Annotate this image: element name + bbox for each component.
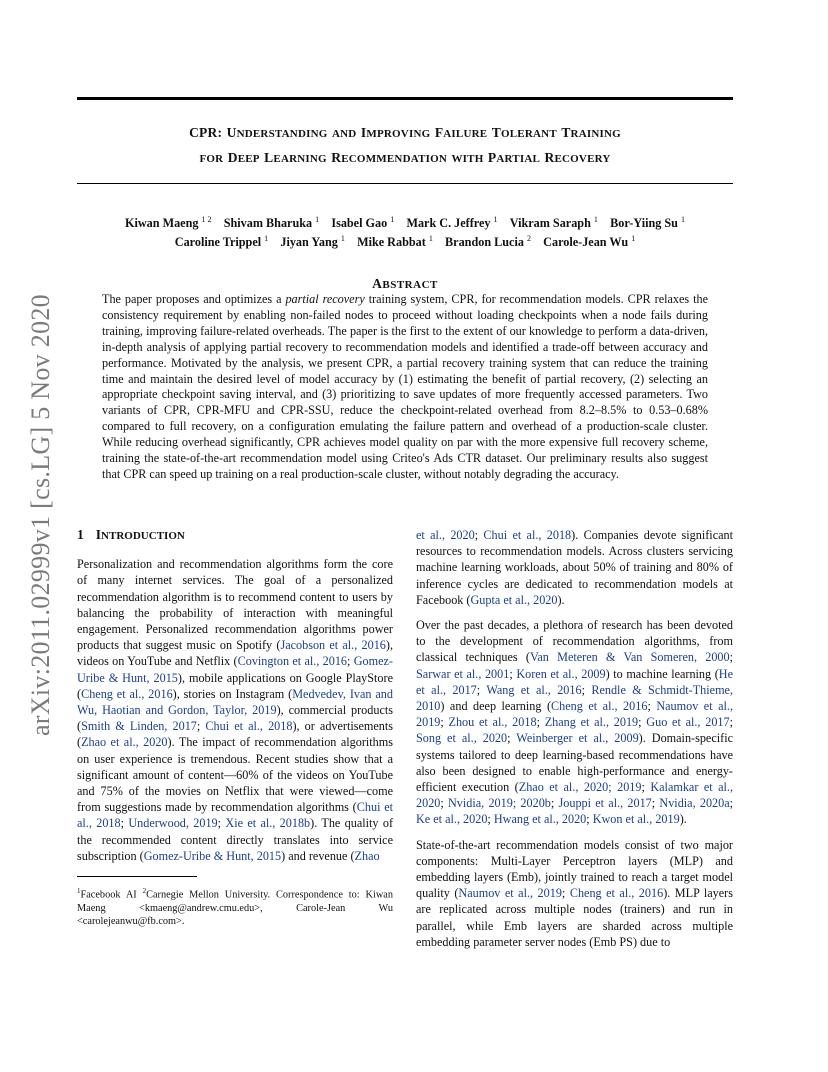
author-name: Isabel Gao xyxy=(331,216,388,231)
citation-link[interactable]: Chui et al., 2018 xyxy=(205,719,293,734)
citation-link[interactable]: Hwang et al., 2020 xyxy=(493,812,587,827)
citation-link[interactable]: Medvedev, Ivan and Wu, Haotian and Gordon, Taylor, 2019 xyxy=(77,686,393,718)
author-name: Bor-Yiing Su xyxy=(610,216,678,231)
author-name: Kiwan Maeng xyxy=(125,216,199,231)
citation-link[interactable]: Chui et al., 2018 xyxy=(483,528,572,542)
citation-link[interactable]: Naumov et al., 2019 xyxy=(458,886,562,901)
author-affiliation: 1 xyxy=(340,234,345,243)
author-affiliation: 1 xyxy=(631,234,636,243)
author-name: Caroline Trippel xyxy=(174,235,262,250)
author-name: Carole-Jean Wu xyxy=(543,235,629,250)
citation-link[interactable]: Zhao xyxy=(354,848,380,863)
citation-link[interactable]: Underwood, 2019 xyxy=(128,816,218,831)
paper-title-line-2: FOR DEEP LEARNING RECOMMENDATION WITH PARTIAL RECOVERY xyxy=(199,150,611,165)
author-affiliation: 1 xyxy=(681,215,685,224)
citation-link[interactable]: Nvidia, 2019; 2020b xyxy=(448,796,551,811)
left-column xyxy=(77,527,393,873)
author-affiliation: 1 xyxy=(264,234,269,243)
footnote-rule xyxy=(77,876,197,877)
citation-link[interactable]: Koren et al., 2009 xyxy=(516,666,606,681)
intro-paragraph-1: Personalization and recommendation algorithms form the core of many internet services. The goal of a personalized recommendation algorithm is to recommend content to users by balancing the probability of interaction with meaningful engagement. Personalized recommendation algorithms power products that suggest music on Spotify (Jacobson et al., 2016), videos on YouTube and Netflix (Covington et al., 2016; Gomez-Uribe & Hunt, 2015), mobile applications on Google PlayStore (Cheng et al., 2016), stories on Instagram (Medvedev, Ivan and Wu, Haotian and Gordon, Taylor, 2019), commercial products (Smith & Linden, 2017; Chui et al., 2018), or advertisements (Zhao et al., 2020). The impact of recommendation algorithms on user experience is tremendous. Recent studies show that a significant amount of content—60% of the videos on YouTube and 75% of the movies on Netflix that were viewed—come from suggestions made by recommendation algorithms (Chui et al., 2018; Underwood, 2019; Xie et al., 2018b). The quality of the recommended content directly translates into service subscription (Gomez-Uribe & Hunt, 2015) and revenue (Zhao xyxy=(77,557,394,863)
author-name: Mark C. Jeffrey xyxy=(406,216,491,231)
citation-link[interactable]: Gomez-Uribe & Hunt, 2015 xyxy=(77,654,393,685)
footnote-sup-1: 1 xyxy=(77,887,81,895)
author-line-2 xyxy=(77,229,733,252)
citation-link[interactable]: Rendle & Schmidt-Thieme, 2010 xyxy=(416,682,734,714)
citation-link[interactable]: Jouppi et al., 2017 xyxy=(558,796,652,811)
intro-paragraph-3: State-of-the-art recommendation models consist of two major components: Multi-Layer Perceptron layers (MLP) and embedding layers (Emb), jointly trained to reach a target model quality (Naumov et al., 2019; Cheng et al., 2016). MLP layers are replicated across multiple nodes (trainers) and run in parallel, while Emb layers are sharded across multiple embedding parameter server nodes (Emb PS) due to xyxy=(416,837,733,949)
citation-link[interactable]: Van Meteren & Van Someren, 2000 xyxy=(529,650,730,665)
footnote-affiliation-1: Facebook AI xyxy=(80,889,143,901)
top-rule xyxy=(77,97,733,100)
citation-link[interactable]: Cheng et al., 2016 xyxy=(569,886,664,901)
citation-link[interactable]: Song et al., 2020 xyxy=(416,731,508,746)
author-affiliation: 2 xyxy=(526,234,531,243)
citation-link[interactable]: Zhang et al., 2019 xyxy=(544,715,639,730)
author-affiliation: 1 xyxy=(493,215,498,224)
abstract-text-1: The paper proposes and optimizes a xyxy=(102,292,286,306)
section-title: INTRODUCTION xyxy=(95,527,185,542)
section-number: 1 xyxy=(77,527,84,542)
citation-link[interactable]: He et al., 2017 xyxy=(416,666,733,697)
author-name: Shivam Bharuka xyxy=(223,216,313,231)
footnote xyxy=(77,885,393,929)
author-affiliation: 1 xyxy=(315,215,320,224)
intro-paragraph-2: Over the past decades, a plethora of research has been devoted to the development of recommendation algorithms, from classical techniques (Van Meteren & Van Someren, 2000; Sarwar et al., 2001; Koren et al., 2009) to machine learning (He et al., 2017; Wang et al., 2016; Rendle & Schmidt-Thieme, 2010) and deep learning (Cheng et al., 2016; Naumov et al., 2019; Zhou et al., 2018; Zhang et al., 2019; Guo et al., 2017; Song et al., 2020; Weinberger et al., 2009). Domain-specific systems tailored to deep learning-based recommendations have also been designed to enable high-performance and energy-efficient execution (Zhao et al., 2020; 2019; Kalamkar et al., 2020; Nvidia, 2019; 2020b; Jouppi et al., 2017; Nvidia, 2020a; Ke et al., 2020; Hwang et al., 2020; Kwon et al., 2019). xyxy=(416,618,734,827)
citation-link[interactable]: Naumov et al., 2019 xyxy=(416,699,733,730)
author-affiliation: 1 xyxy=(428,234,433,243)
footnote-sup-2: 2 xyxy=(142,887,147,895)
footnote-affiliation-2: Carnegie Mellon University. Correspondence to: Kiwan Maeng <kmaeng@andrew.cmu.edu>, Carole-Jean Wu <carolejeanwu@fb.com>. xyxy=(77,889,393,928)
citation-link[interactable]: Guo et al., 2017 xyxy=(646,715,730,730)
citation-link[interactable]: Jacobson et al., 2016 xyxy=(280,638,386,653)
citation-link[interactable]: Kwon et al., 2019 xyxy=(592,812,680,827)
abstract-emphasis: partial recovery xyxy=(285,292,365,306)
arxiv-stamp xyxy=(16,270,66,760)
citation-link[interactable]: Covington et al., 2016 xyxy=(237,654,348,669)
abstract-text-2: training system, CPR, for recommendation models. CPR relaxes the consistency requirement by enabling non-failed nodes to proceed without loading checkpoints when a node fails during training, improving failure-related overheads. The paper is the first to the extent of our knowledge to perform a data-driven, in-depth analysis of applying partial recovery to recommendation models and identified a trade-off between accuracy and performance. Motivated by the analysis, we present CPR, a partial recovery training system that can reduce the training time and maintain the desired level of model accuracy by (1) estimating the benefit of partial recovery, (2) selecting an appropriate checkpoint saving interval, and (3) prioritizing to save updates of more frequently accessed parameters. Two variants of CPR, CPR-MFU and CPR-SSU, reduce the checkpoint-related overhead from 8.2–8.5% to 0.53–0.68% compared to full recovery, on a configuration emulating the failure pattern and overhead of a production-scale cluster. While reducing overhead significantly, CPR achieves model quality on par with the more expensive full recovery scheme, training the state-of-the-art recommendation model using Criteo's Ads CTR dataset. Our preliminary results also suggest that CPR can speed up training on a real production-scale cluster, without notably degrading the accuracy. xyxy=(102,292,708,481)
title-bottom-rule xyxy=(77,183,733,184)
citation-link[interactable]: Zhao et al., 2020; 2019 xyxy=(518,780,642,795)
citation-link[interactable]: Gomez-Uribe & Hunt, 2015 xyxy=(143,848,282,863)
citation-link[interactable]: Xie et al., 2018b xyxy=(225,816,311,831)
author-affiliation: 1 xyxy=(390,215,395,224)
citation-link[interactable]: Weinberger et al., 2009 xyxy=(516,731,639,746)
citation-link[interactable]: Cheng et al., 2016 xyxy=(81,686,173,701)
citation-link[interactable]: Kalamkar et al., 2020 xyxy=(416,780,734,811)
abstract-body xyxy=(102,292,708,483)
intro-paragraph-1-continued: et al., 2020; Chui et al., 2018). Companies devote significant resources to recommendation models. Across clusters servicing machine learning workloads, about 50% of training and 80% of inference cycles are dedicated to recommendation models at Facebook (Gupta et al., 2020). xyxy=(416,528,733,607)
citation-link[interactable]: et al., 2020 xyxy=(416,528,475,542)
citation-link[interactable]: Ke et al., 2020 xyxy=(416,812,488,827)
right-column xyxy=(416,527,733,959)
section-heading xyxy=(77,527,393,544)
citation-link[interactable]: Zhou et al., 2018 xyxy=(448,715,537,730)
citation-link[interactable]: Chui et al., 2018 xyxy=(77,800,393,831)
citation-link[interactable]: Cheng et al., 2016 xyxy=(551,699,648,714)
author-name: Vikram Saraph xyxy=(509,216,591,231)
citation-link[interactable]: Gupta et al., 2020 xyxy=(470,592,558,607)
citation-link[interactable]: Smith & Linden, 2017 xyxy=(81,719,197,734)
author-name: Brandon Lucia xyxy=(445,235,524,250)
citation-link[interactable]: Nvidia, 2020a xyxy=(659,796,730,811)
arxiv-stamp-text: arXiv:2011.02999v1 [cs.LG] 5 Nov 2020 xyxy=(26,294,55,736)
citation-link[interactable]: Zhao et al., 2020 xyxy=(81,735,168,750)
author-affiliation: 1 2 xyxy=(201,215,212,224)
abstract-heading: ABSTRACT xyxy=(372,276,438,291)
author-affiliation: 1 xyxy=(593,215,598,224)
citation-link[interactable]: Wang et al., 2016 xyxy=(486,682,582,697)
citation-link[interactable]: Sarwar et al., 2001 xyxy=(416,666,510,681)
paper-title-line-1: CPR: UNDERSTANDING AND IMPROVING FAILURE TOLERANT TRAINING xyxy=(189,125,621,140)
author-name: Mike Rabbat xyxy=(357,235,426,250)
author-name: Jiyan Yang xyxy=(280,235,338,250)
